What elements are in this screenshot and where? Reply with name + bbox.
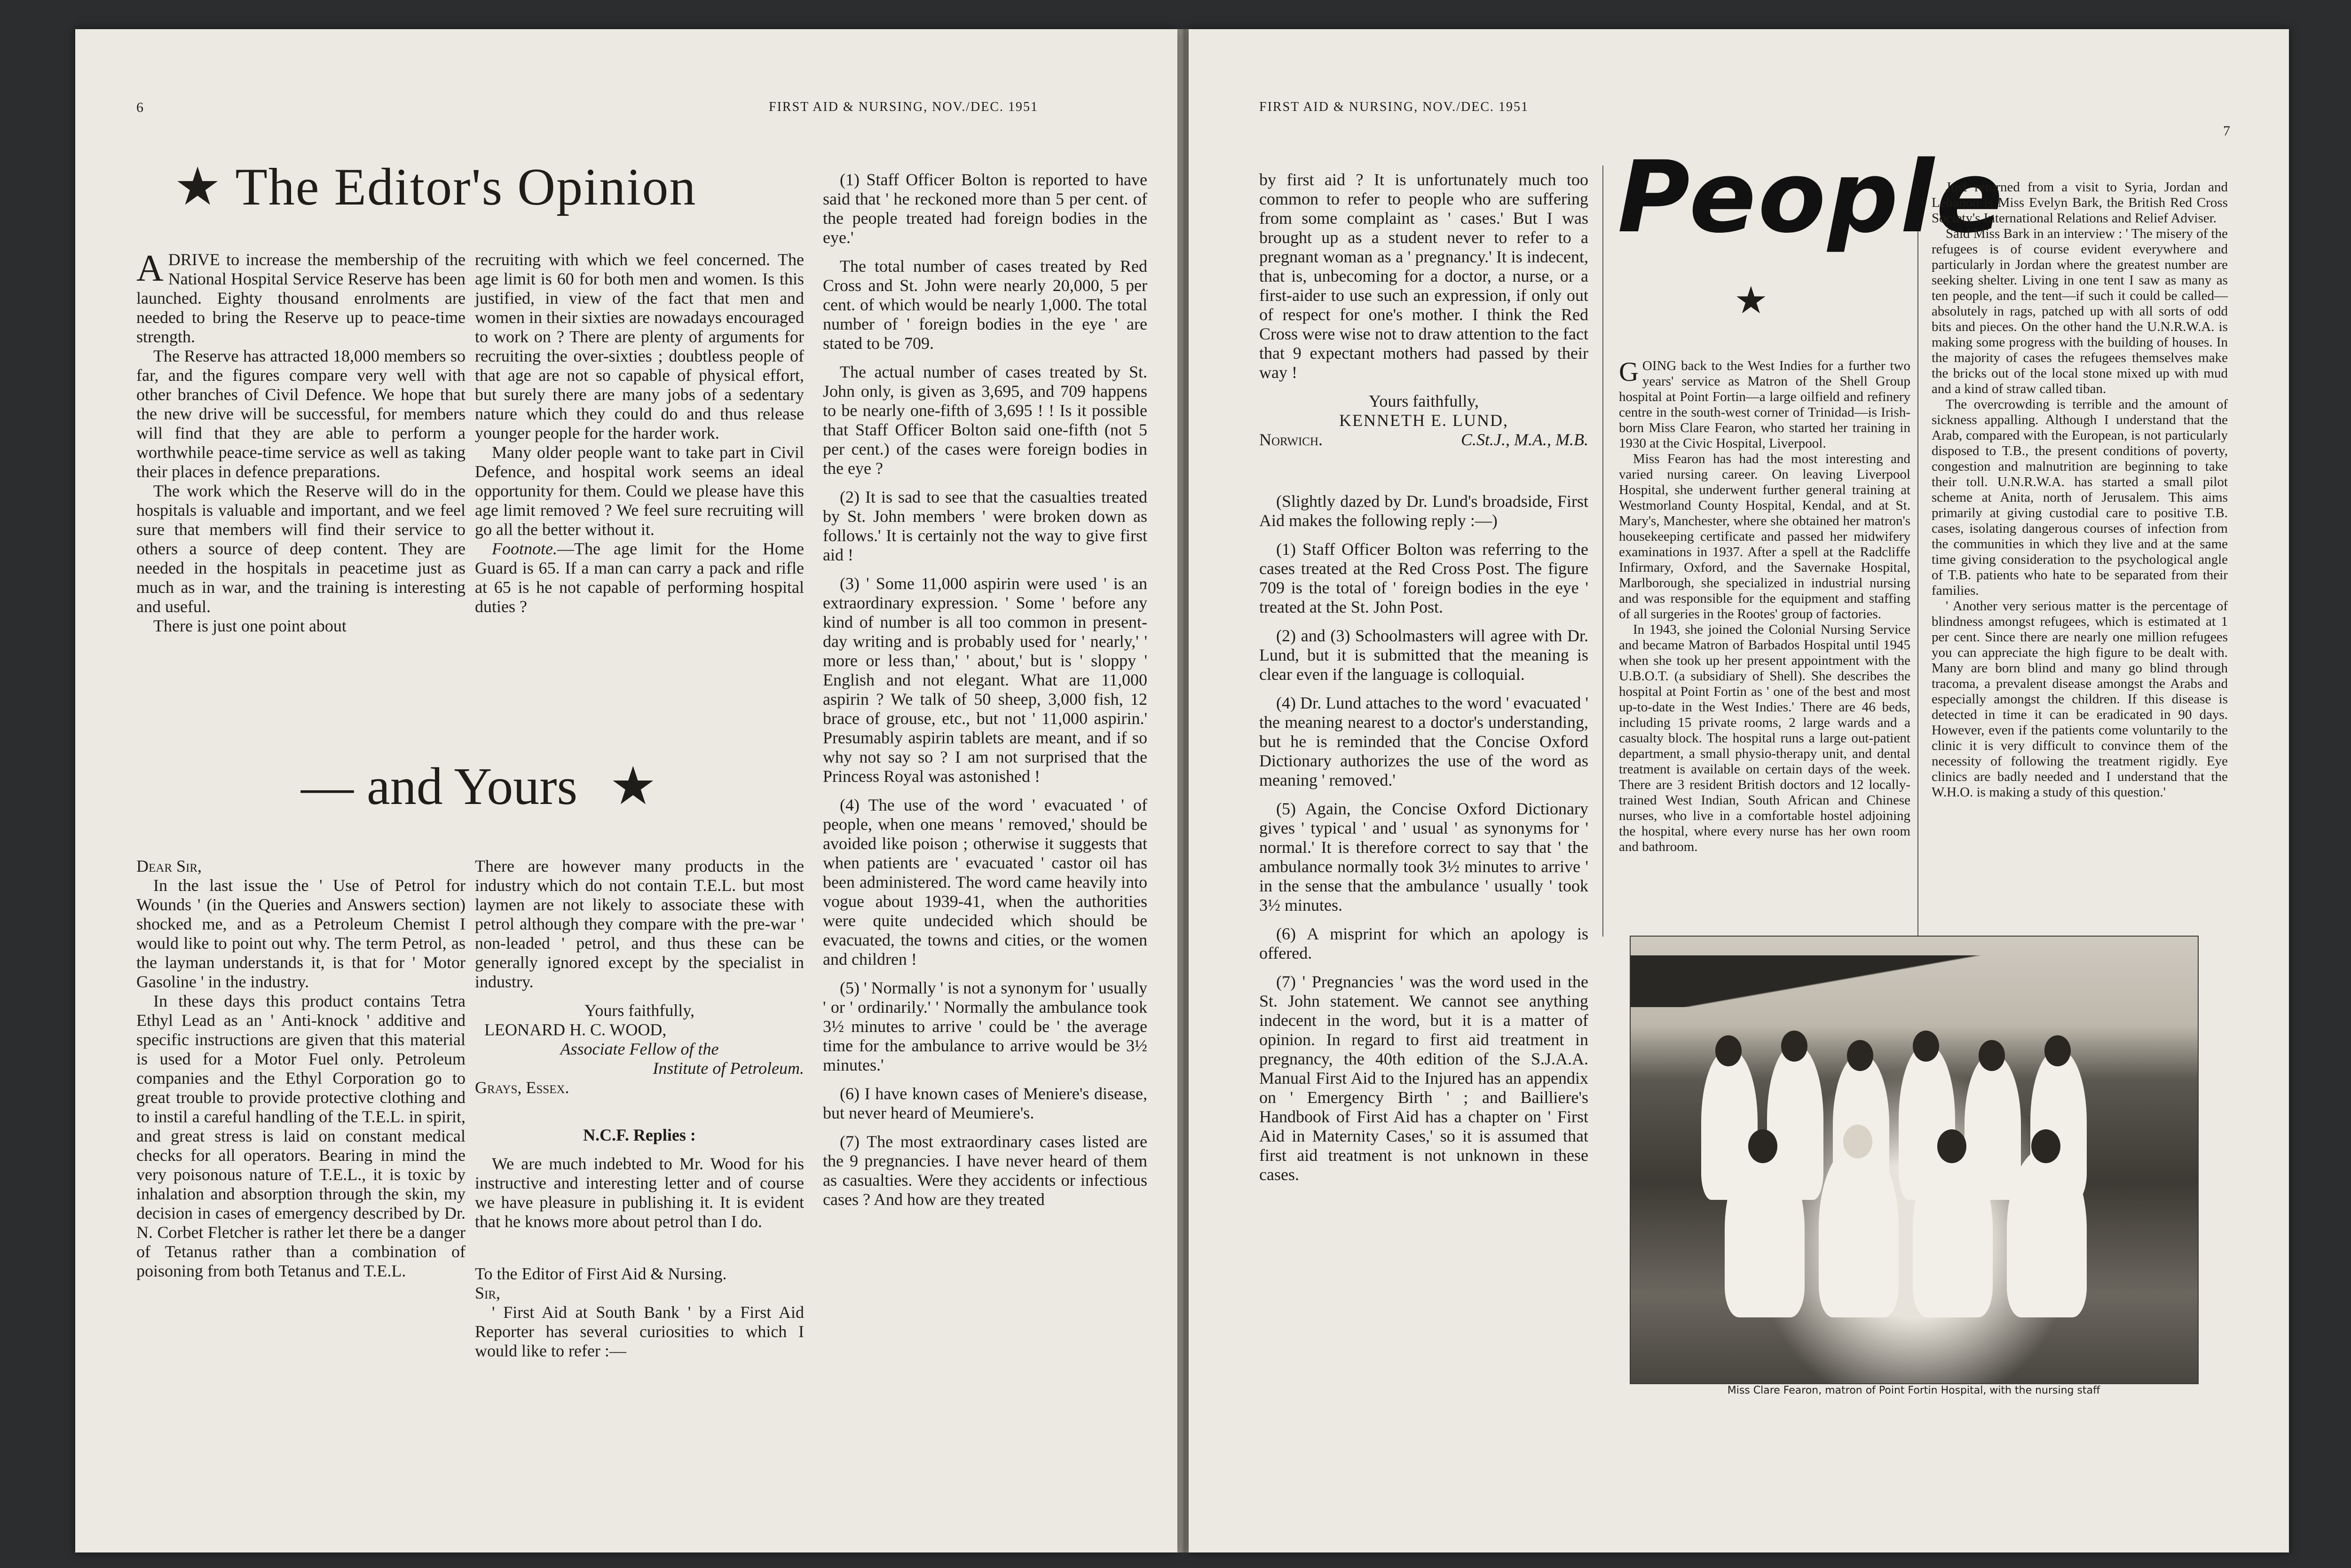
signature-title: Associate Fellow of the [560,1040,719,1058]
letter-place: Norwich. [1259,430,1323,449]
letter-para: (7) The most extraordinary cases listed are the 9 pregnancies. I have never heard of them as casualties. Were they accidents or infectious cases ? And how are they treated [823,1132,1147,1209]
photo-face [1979,1040,2005,1071]
letter-para: (3) ' Some 11,000 aspirin were used ' is an extraordinary expression. ' Some ' before any kind of number is all too common in present-day writing and is probably used for ' nearly,' ' more or less than,' ' about,' but is ' sloppy ' English and not elegant. What are 11,000 aspirin ? We talk of 50 sheep, 3,000 fish, 12 brace of grouse, etc., but not ' 11,000 aspirin.' Presumably aspirin tablets are meant, and if so why not say so ? I am not surprised that the Princess Royal was astonished ! [823,574,1147,786]
signature-title: Institute of Petroleum. [653,1059,804,1078]
reply-para: (5) Again, the Concise Oxford Dictionary gives ' typical ' and ' usual ' as synonyms for ' normal.' It is therefore correct to say that ' the ambulance normally took 3½ minutes to arrive ' in the sense that the ambulance ' usually ' took 3½ minutes. [1259,799,1588,914]
photo-face [1847,1040,1873,1071]
sign-off: Yours faithfully, [584,1001,695,1020]
page-number: 7 [2223,123,2230,139]
star-icon: ★ [609,756,657,817]
column-rule [1917,165,1918,937]
star-icon: ★ [174,156,222,217]
photo-roof [1631,955,2198,1007]
editor-heading-text: The Editor's Opinion [235,158,697,216]
photo-person [1913,1148,1993,1317]
salutation: Dear Sir, [136,857,202,875]
signature-quals: C.St.J., M.A., M.B. [1461,430,1588,449]
people-para: Just returned from a visit to Syria, Jordan and Lebanon is Miss Evelyn Bark, the British Red Cross Society's International Relations and Relief Adviser. [1932,180,2228,226]
reply-para: (Slightly dazed by Dr. Lund's broadside, First Aid makes the following reply :—) [1259,492,1588,530]
reply-para: (2) and (3) Schoolmasters will agree with Dr. Lund, but it is submitted that the meaning is clear even if the language is colloquial. [1259,626,1588,684]
and-yours-heading [301,756,771,817]
people-para: Miss Fearon has had the most interesting and varied nursing career. On leaving Liverpool Hospital, she underwent further general training at Westmorland County Hospital, Kendal, and at St. Mary's, Manchester, where she obtained her matron's housekeeping certificate and passed her midwifery examinations in 1937. After a spell at the Radcliffe Infirmary, Oxford, and the Savernake Hospital, Marlborough, she specialized in industrial nursing and was responsible for the equipment and staffing of all surgeries in the Rootes' group of factories. [1619,451,1910,622]
photo-face [1913,1031,1939,1062]
star-icon: ★ [1734,278,1768,322]
letter-place: Grays, Essex. [475,1078,569,1097]
editor-opinion-heading [174,156,785,218]
people-heading: People [1617,140,2005,255]
footnote-text: —The age limit for the Home Guard is 65. If a man can carry a pack and rifle at 65 is he not capable of performing hospital duties ? [475,539,804,616]
letter-para: The actual number of cases treated by St. John only, is given as 3,695, and 709 happens to be nearly one-fifth of 3,695 ! ! Is it possible that Staff Officer Bolton said one-fifth (not 5 per cent.) of the cases were foreign bodies in the eye ? [823,362,1147,478]
photo-face [1843,1125,1872,1158]
photo-face [2031,1129,2060,1163]
editor-para: The work which the Reserve will do in the hospitals is valuable and important, and we feel sure that members will find their service to others a source of deep content. They are needed in the hospitals in peacetime just as much as in war, and the training is interesting and useful. [136,481,465,616]
reply-para: (1) Staff Officer Bolton was referring to the cases treated at the Red Cross Post. The figure 709 is the total of ' foreign bodies in the eye ' treated at the St. John Post. [1259,540,1588,616]
letter-para: (4) The use of the word ' evacuated ' of people, when one means ' removed,' should be avoided like poison ; otherwise it suggests that when patients are ' evacuated ' castor oil has been administered. The word came heavily into vogue about 1939-41, when the authorities were quite undecided which should be evacuated, the towns and cities, or the women and children ! [823,796,1147,969]
yours-heading-text: — and Yours [301,757,578,816]
letter-para: by first aid ? It is unfortunately much too common to refer to people who are suffering from some complaint as ' cases.' But I was brought up as a student never to refer to a pregnant woman as a ' pregnancy.' It is indecent, that is, unbecoming for a doctor, a nurse, or a first-aider to use such an expression, if only out of respect for one's mother. I think the Red Cross were wise not to draw attention to the fact that 9 expectant mothers had passed by their way ! [1259,170,1588,382]
replies-heading: N.C.F. Replies : [583,1126,696,1144]
photo-face [1781,1031,1807,1062]
letter-para: (2) It is sad to see that the casualties treated by St. John members ' were broken down as follows.' It is certainly not the way to give first aid ! [823,488,1147,564]
letter-column-3 [823,170,1147,1209]
letter-para: The total number of cases treated by Red Cross and St. John were nearly 20,000, 5 per cent. of which would be nearly 1,000. The total number of ' foreign bodies in the eye ' are stated to be 709. [823,257,1147,353]
photo-face [1748,1129,1777,1163]
editor-para: The Reserve has attracted 18,000 members so far, and the figures compare very well with other branches of Civil Defence. We hope that the new drive will be successful, for members will find that they are able to perform a worthwhile peace-time service as well as taking their places in defence preparations. [136,347,465,481]
lund-column [1259,170,1588,1184]
letter-column-2 [475,857,804,1361]
signature: KENNETH E. LUND, [1339,411,1508,430]
photo-face [1937,1129,1966,1163]
drop-cap: G [1619,356,1639,387]
people-para: Said Miss Bark in an interview : ' The misery of the refugees is of course evident everywhere and particularly in Jordan where the greatest number are seeking shelter. Living in one tent I saw as many as ten people, and the tent—if such it could be called—absolutely in rags, patched up with all sorts of odd bits and pieces. On the other hand the U.N.R.W.A. is making some progress with the building of houses. In the majority of cases the refugees themselves make the bricks out of the local stone mixed up with mud and a kind of straw called tiban. [1932,226,2228,396]
letter-column-1 [136,857,465,1281]
photo-person [1725,1148,1805,1317]
page-number: 6 [136,100,143,115]
letter-para: ' First Aid at South Bank ' by a First Aid Reporter has several curiosities to which I would like to refer :— [475,1303,804,1360]
photo-face [2044,1035,2071,1066]
photo-person [2007,1148,2087,1317]
people-column-1 [1619,358,1910,855]
column-rule [1602,165,1603,937]
editor-para: Many older people want to take part in Civil Defence, and hospital work seems an ideal opportunity for them. Could we please have this age limit removed ? We feel sure recruiting will go all the better without it. [475,443,804,539]
people-para: ' Another very serious matter is the percentage of blindness amongst refugees, which is estimated at 1 per cent. Since there are nearly one million refugees you can appreciate the high figure to be dealt with. Many are born blind and many go blind through tracoma, a prevalent disease amongst the Arabs and especially amongst the children. If this disease is detected in time it can be eradicated in 90 days. However, even if the patients come voluntarily to the clinic it is very difficult to convince them of the necessity of following the treatment rigidly. Eye clinics are badly needed and I understand that the W.H.O. is making a study of this question.' [1932,599,2228,800]
replies-para: We are much indebted to Mr. Wood for his instructive and interesting letter and of course we have pleasure in publishing it. It is evident that he knows more about petrol than I do. [475,1154,804,1231]
salutation: Sir, [475,1284,501,1302]
drop-cap: A [136,248,164,289]
editor-column-2 [475,250,804,616]
running-head: FIRST AID & NURSING, NOV./DEC. 1951 [769,100,1039,114]
people-column-2 [1932,180,2228,800]
letter-para: (6) I have known cases of Meniere's disease, but never heard of Meumiere's. [823,1084,1147,1122]
footnote-label: Footnote. [492,539,557,558]
reply-para: (6) A misprint for which an apology is offered. [1259,924,1588,962]
people-para: In 1943, she joined the Colonial Nursing Service and became Matron of Barbados Hospital until 1945 when she took up her present appointment with the U.B.O.T. (a subsidiary of Shell). She describes the hospital at Point Fortin as ' one of the best and most up-to-date in the West Indies.' There are 46 beds, including 15 private rooms, 2 large wards and a casualty block. The hospital runs a large out-patient department, a small physio-therapy unit, and dental treatment is available on certain days of the week. There are 3 resident British doctors and 12 locally-trained West Indian, South African and Chinese nurses, who live in a comfortable hostel adjoining the hospital, where every nurse has her own room and bathroom. [1619,622,1910,854]
running-head: FIRST AID & NURSING, NOV./DEC. 1951 [1259,100,1529,114]
letter-para: (1) Staff Officer Bolton is reported to have said that ' he reckoned more than 5 per cent. of the people treated had foreign bodies in the eye.' [823,170,1147,247]
reply-para: (7) ' Pregnancies ' was the word used in the St. John statement. We cannot see anything indecent in the word, but it is a matter of opinion. In regard to first aid treatment in pregnancy, the 40th edition of the S.J.A.A. Manual First Aid to the Injured has an appendix on ' Emergency Birth ' ; and Bailliere's Handbook of First Aid has a chapter on ' First Aid in Maternity Cases,' so it is assumed that first aid treatment is not unknown in these cases. [1259,972,1588,1184]
sign-off: Yours faithfully, [1368,392,1479,410]
photo-face [1715,1035,1742,1066]
photo-caption: Miss Clare Fearon, matron of Point Fortin Hospital, with the nursing staff [1727,1385,2100,1396]
people-para: OING back to the West Indies for a further two years' service as Matron of the Shell Group hospital at Point Fortin—a large oilfield and refinery centre in the south-west corner of Trinidad—is Irish-born Miss Clare Fearon, who started her training in 1930 at the Civic Hospital, Liverpool. [1619,358,1910,451]
left-page [75,29,1177,1552]
to-editor-line: To the Editor of First Aid & Nursing. [475,1264,727,1283]
people-para: The overcrowding is terrible and the amount of sickness appalling. Although I understand that the Arab, compared with the European, is not particularly disposed to T.B., the present conditions of poverty, congestion and malnutrition are beginning to take their toll. U.N.R.W.A. has started a small pilot scheme at Anita, north of Jerusalem. This aims primarily at giving custodial care to positive T.B. cases, isolating dangerous courses of infection from the communities in which they live and at the same time giving consideration to the psychological angle of T.B. patients who hate to be separated from their families. [1932,397,2228,598]
reply-para: (4) Dr. Lund attaches to the word ' evacuated ' the meaning nearest to a doctor's understanding, but he is reminded that the Concise Oxford Dictionary authorizes the use of the word as meaning ' removed.' [1259,693,1588,789]
editor-para: There is just one point about [153,616,347,635]
letter-para: In the last issue the ' Use of Petrol for Wounds ' (in the Queries and Answers section) shocked me, and as a Petroleum Chemist I would like to point out why. The term Petrol, as the layman understands it, is that for ' Motor Gasoline ' in the industry. [136,876,465,991]
letter-para: There are however many products in the industry which do not contain T.E.L. but most laymen are not likely to associate these with petrol although they compare with the pre-war ' non-leaded ' petrol, and thus these can be generally ignored except by the specialist in industry. [475,857,804,991]
editor-column-1 [136,250,465,636]
letter-para: In these days this product contains Tetra Ethyl Lead as an ' Anti-knock ' additive and specific instructions are given that this material is used for a Motor Fuel only. Petroleum companies and the Ethyl Corporation go to great trouble to provide protective clothing and to instil a careful handling of the T.E.L. in spirit, and great stress is laid on constant medical checks for all operators. Bearing in mind the very poisonous nature of T.E.L., it is toxic by inhalation and absorption through the skin, my decision in cases of emergency described by Dr. N. Corbet Fletcher is rather let there be a danger of Tetanus rather than a combination of poisoning from both Tetanus and T.E.L. [136,992,465,1280]
editor-para: DRIVE to increase the membership of the National Hospital Service Reserve has been launched. Eighty thousand enrolments are needed to bring the Reserve up to peace-time strength. [136,250,465,346]
editor-para: recruiting with which we feel concerned. The age limit is 60 for both men and women. Is this justified, in view of the fact that men and women in their sixties are nowadays encouraged to work on ? There are plenty of arguments for recruiting the over-sixties ; doubtless people of that age are not so capable of physical effort, but surely there are many jobs of a sedentary nature which they could do and thus release younger people for the harder work. [475,250,804,442]
nursing-staff-photo [1630,936,2199,1384]
photo-person [1819,1143,1899,1317]
letter-para: (5) ' Normally ' is not a synonym for ' usually ' or ' ordinarily.' ' Normally the ambulance took 3½ minutes to arrive ' could be ' the average time for the ambulance to arrive would be 3½ minutes.' [823,978,1147,1074]
signature: LEONARD H. C. WOOD, [484,1020,667,1039]
